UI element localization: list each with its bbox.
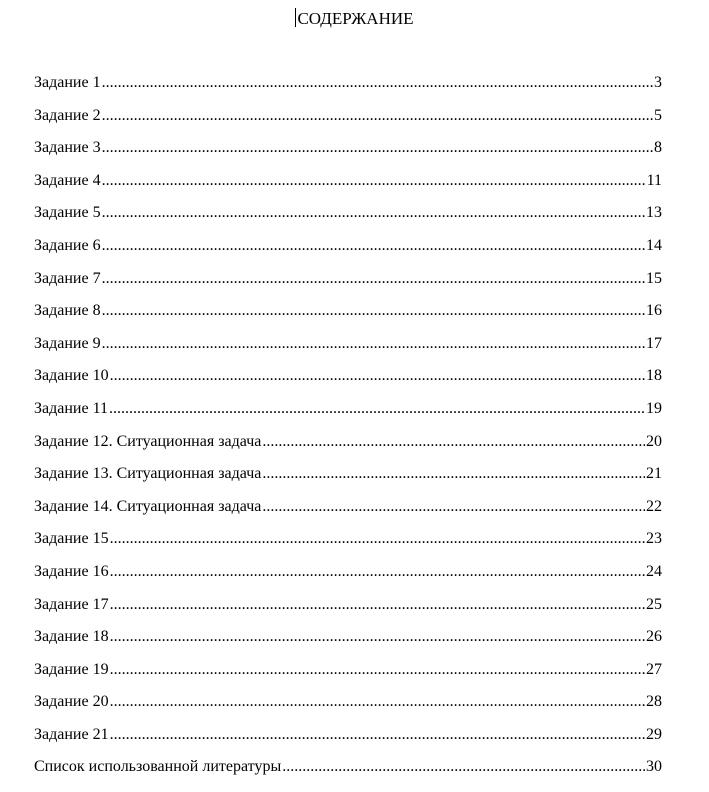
toc-entry-label: Задание 15 [34, 530, 109, 548]
toc-leader-dots [110, 691, 645, 713]
toc-entry[interactable] [34, 72, 662, 105]
toc-entry-label: Список использованной литературы [34, 758, 282, 776]
toc-entry[interactable] [34, 594, 662, 627]
toc-entry-page-number: 22 [646, 497, 662, 515]
toc-entry[interactable] [34, 496, 662, 529]
toc-leader-dots [110, 724, 645, 746]
toc-entry[interactable] [34, 202, 662, 235]
toc-entry[interactable] [34, 691, 662, 724]
table-of-contents [34, 72, 662, 789]
toc-leader-dots [262, 463, 645, 485]
toc-entry-page-number: 20 [646, 432, 662, 450]
toc-entry-page-number: 26 [646, 628, 662, 646]
toc-entry[interactable] [34, 333, 662, 366]
toc-entry-page-number: 3 [654, 74, 662, 91]
toc-leader-dots [110, 626, 645, 648]
toc-entry-page-number: 5 [654, 106, 662, 124]
toc-entry-page-number: 25 [646, 595, 662, 613]
toc-entry-label: Задание 14. Ситуационная задача [34, 497, 262, 515]
toc-entry-page-number: 24 [646, 562, 662, 580]
title-line [0, 8, 709, 30]
toc-entry[interactable] [34, 268, 662, 301]
toc-entry-page-number: 15 [646, 269, 662, 287]
toc-leader-dots [110, 659, 645, 681]
toc-entry-page-number: 14 [646, 236, 662, 254]
toc-entry[interactable] [34, 626, 662, 659]
toc-leader-dots [102, 137, 653, 159]
toc-entry-label: Задание 20 [34, 693, 109, 711]
toc-entry[interactable] [34, 137, 662, 170]
toc-entry-page-number: 23 [646, 530, 662, 548]
toc-entry-page-number: 11 [646, 171, 662, 189]
toc-entry-label: Задание 11 [34, 399, 108, 417]
toc-leader-dots [110, 528, 645, 550]
toc-entry-page-number: 21 [646, 465, 662, 483]
toc-leader-dots [110, 594, 645, 616]
toc-entry[interactable] [34, 463, 662, 496]
toc-entry-label: Задание 1 [34, 74, 101, 91]
toc-leader-dots [102, 170, 646, 192]
toc-leader-dots [102, 300, 645, 322]
toc-leader-dots [102, 105, 653, 127]
toc-entry[interactable] [34, 235, 662, 268]
toc-entry-page-number: 28 [646, 693, 662, 711]
toc-leader-dots [102, 333, 645, 355]
toc-leader-dots [110, 365, 645, 387]
toc-entry-label: Задание 16 [34, 562, 109, 580]
toc-entry-page-number: 19 [646, 399, 662, 417]
toc-entry-page-number: 30 [646, 758, 662, 776]
toc-entry[interactable] [34, 398, 662, 431]
toc-leader-dots [262, 496, 645, 518]
toc-entry[interactable] [34, 365, 662, 398]
toc-entry[interactable] [34, 561, 662, 594]
toc-leader-dots [102, 72, 653, 94]
toc-entry[interactable] [34, 170, 662, 203]
toc-entry-page-number: 17 [646, 334, 662, 352]
toc-entry-label: Задание 21 [34, 725, 109, 743]
toc-entry-label: Задание 6 [34, 236, 101, 254]
toc-entry[interactable] [34, 756, 662, 789]
toc-entry[interactable] [34, 105, 662, 138]
toc-entry-page-number: 27 [646, 660, 662, 678]
toc-entry-label: Задание 18 [34, 628, 109, 646]
toc-entry-page-number: 13 [646, 204, 662, 222]
toc-entry[interactable] [34, 300, 662, 333]
toc-entry-label: Задание 19 [34, 660, 109, 678]
toc-leader-dots [262, 431, 645, 453]
document-title: СОДЕРЖАНИЕ [297, 9, 414, 28]
toc-entry-label: Задание 12. Ситуационная задача [34, 432, 262, 450]
toc-entry-label: Задание 8 [34, 302, 101, 320]
toc-entry[interactable] [34, 724, 662, 757]
toc-entry-label: Задание 17 [34, 595, 109, 613]
toc-entry-label: Задание 3 [34, 139, 101, 157]
toc-entry-label: Задание 2 [34, 106, 101, 124]
toc-entry-label: Задание 5 [34, 204, 101, 222]
toc-leader-dots [110, 561, 645, 583]
toc-entry-page-number: 16 [646, 302, 662, 320]
toc-leader-dots [102, 235, 645, 257]
toc-entry-page-number: 29 [646, 725, 662, 743]
toc-leader-dots [102, 202, 645, 224]
toc-entry-label: Задание 9 [34, 334, 101, 352]
toc-entry[interactable] [34, 431, 662, 464]
toc-entry[interactable] [34, 659, 662, 692]
toc-leader-dots [109, 398, 645, 420]
toc-entry-label: Задание 10 [34, 367, 109, 385]
toc-entry-label: Задание 13. Ситуационная задача [34, 465, 262, 483]
toc-entry-page-number: 8 [654, 139, 662, 157]
toc-entry[interactable] [34, 528, 662, 561]
toc-leader-dots [282, 756, 645, 778]
toc-entry-label: Задание 4 [34, 171, 101, 189]
toc-leader-dots [102, 268, 645, 290]
toc-entry-page-number: 18 [646, 367, 662, 385]
toc-entry-label: Задание 7 [34, 269, 101, 287]
